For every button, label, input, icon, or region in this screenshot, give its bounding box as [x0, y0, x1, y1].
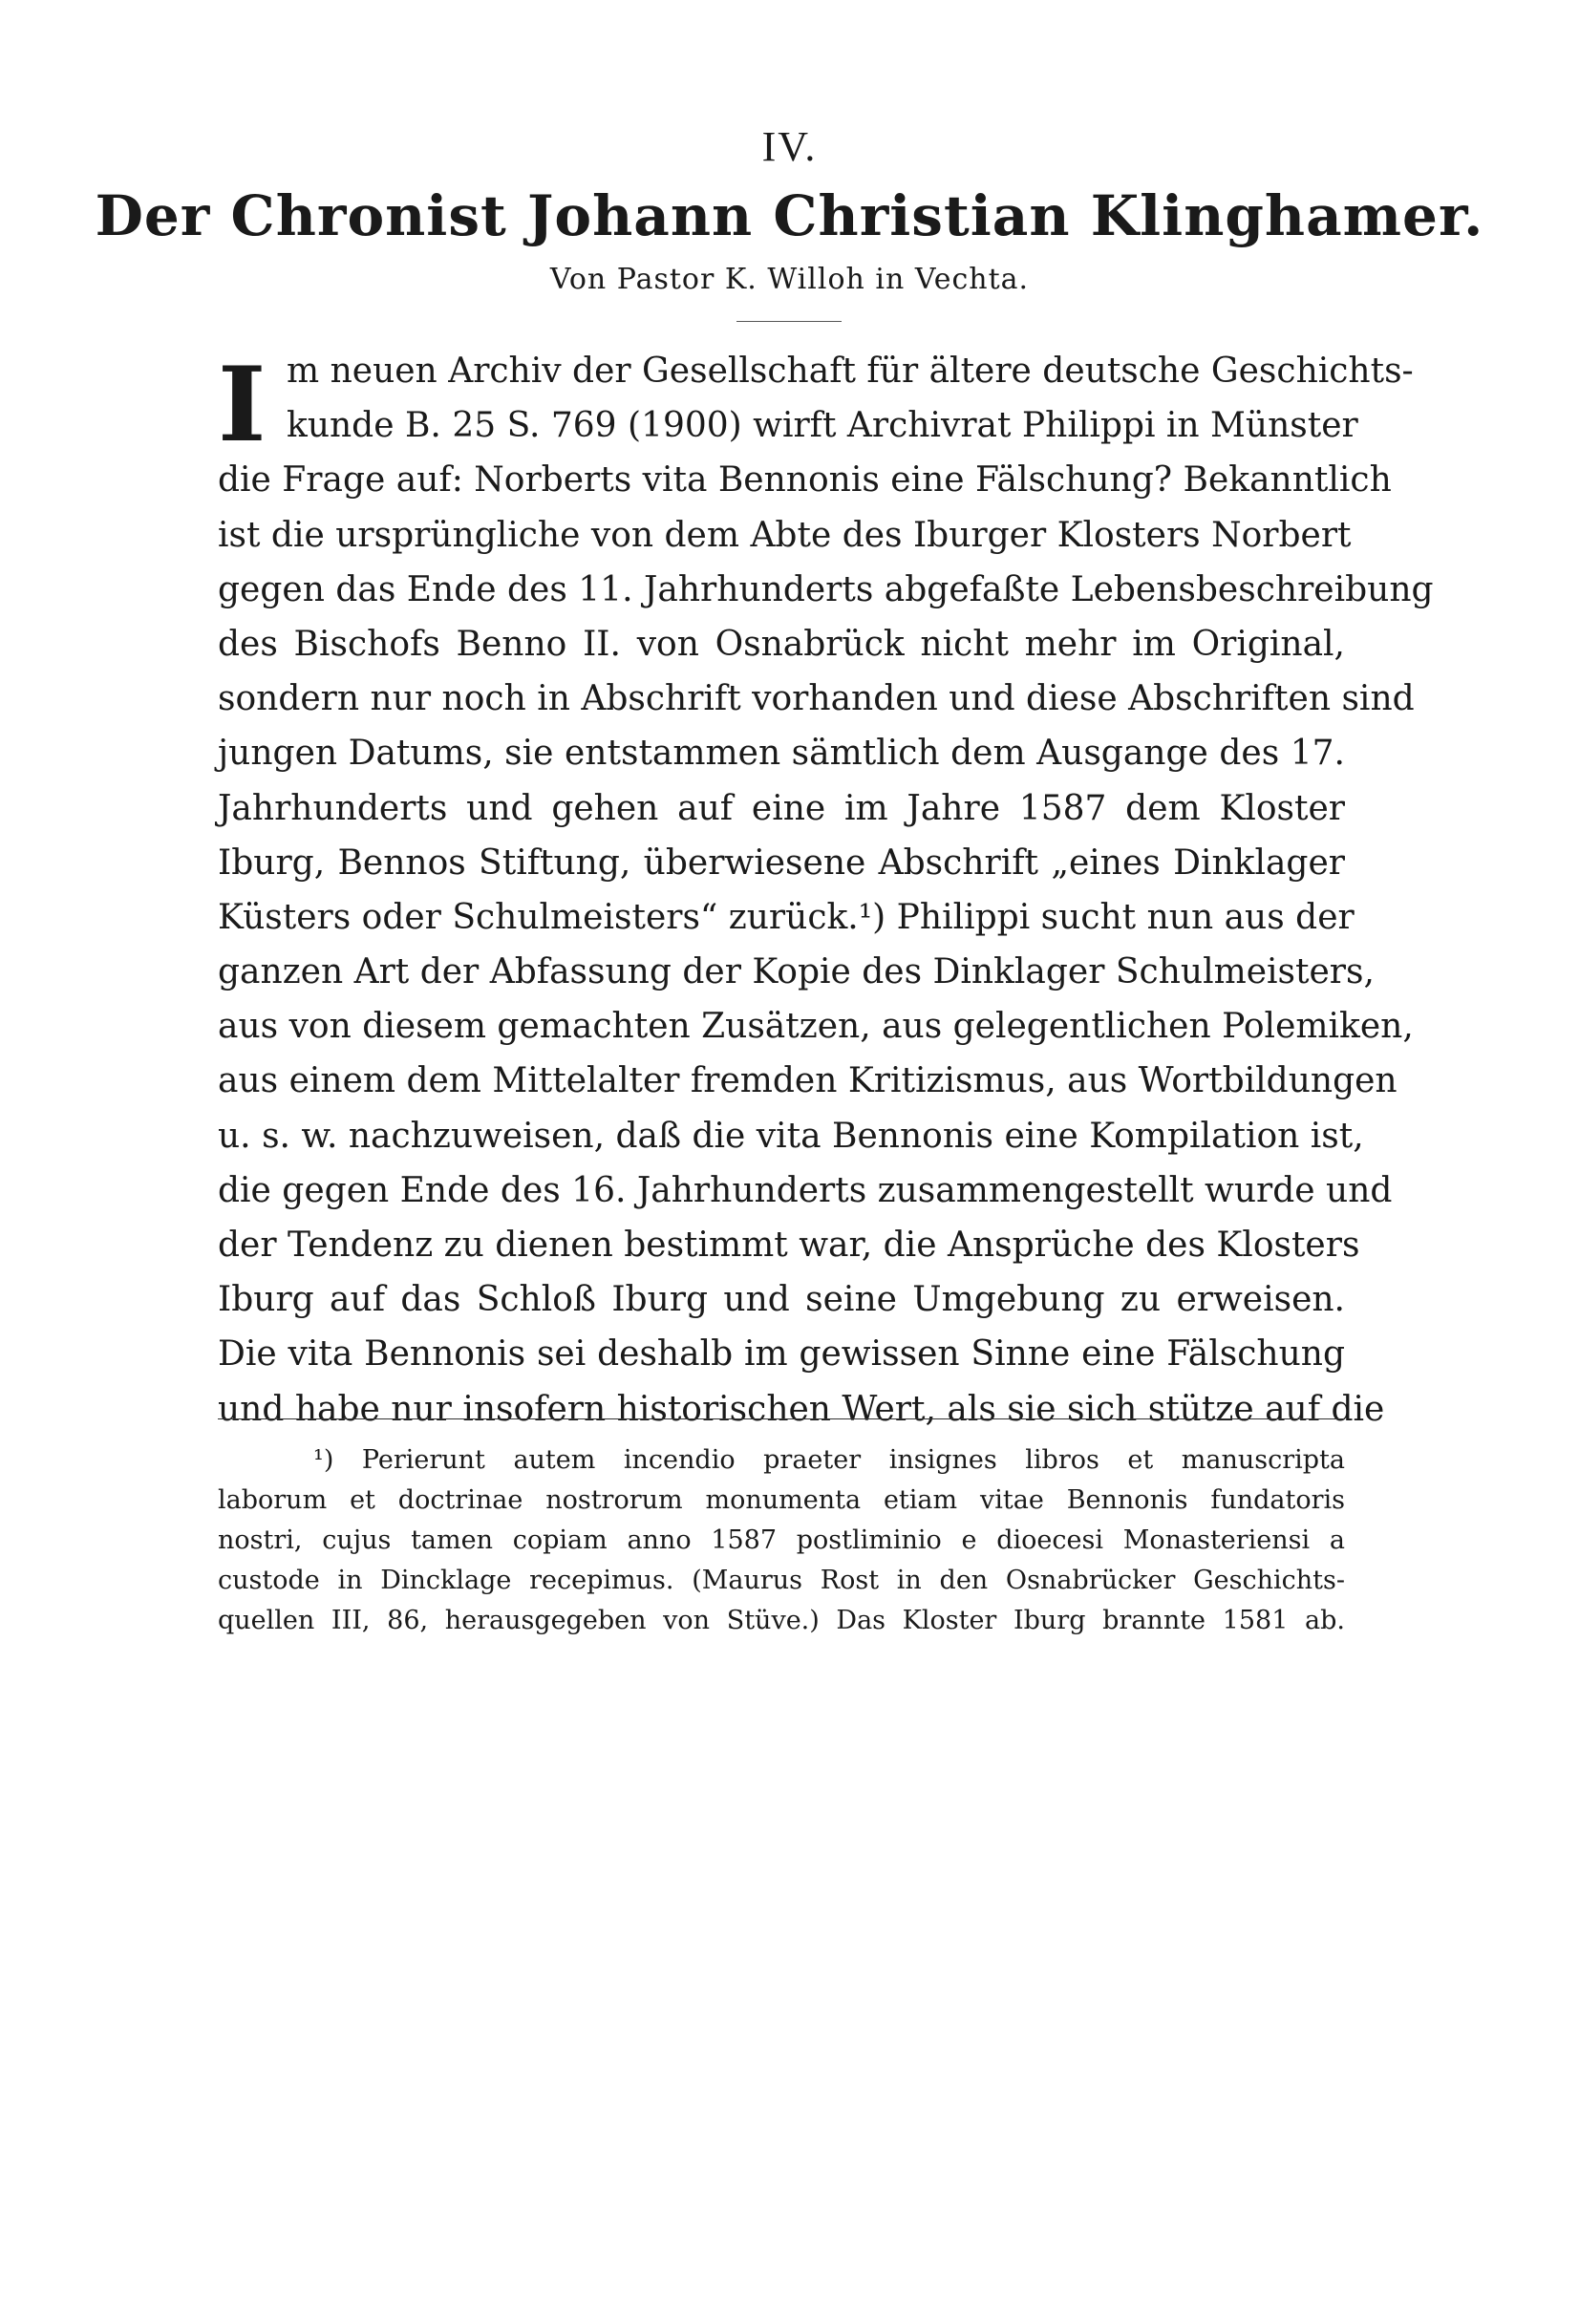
- footnote-line: custode in Dincklage recepimus. (Maurus Rost in den Osnabrücker Geschichts-: [218, 1566, 1345, 1595]
- text-line: jungen Datums, sie entstammen sämtlich dem Ausgange des 17.: [218, 734, 1345, 774]
- drop-cap: I: [218, 345, 267, 465]
- text-line: des Bischofs Benno II. von Osnabrück nicht mehr im Original,: [218, 624, 1345, 664]
- text-line: sondern nur noch in Abschrift vorhanden und diese Abschriften sind: [218, 679, 1415, 719]
- chapter-number: IV.: [761, 123, 818, 170]
- footnotes: [218, 1440, 1345, 1641]
- footnote-line: ¹) Perierunt autem incendio praeter insignes libros et manuscripta: [313, 1445, 1345, 1475]
- text-line: aus von diesem gemachten Zusätzen, aus gelegentlichen Polemiken,: [218, 1007, 1414, 1047]
- text-line: gegen das Ende des 11. Jahrhunderts abgefaßte Lebensbeschreibung: [218, 569, 1434, 609]
- footnote-line: quellen III, 86, herausgegeben von Stüve.) Das Kloster Iburg brannte 1581 ab.: [218, 1606, 1345, 1635]
- text-line: u. s. w. nachzuweisen, daß die vita Bennonis eine Kompilation ist,: [218, 1116, 1364, 1156]
- footnote-divider: [218, 1418, 1345, 1419]
- footnote-line: nostri, cujus tamen copiam anno 1587 postliminio e dioecesi Monasteriensi a: [218, 1525, 1345, 1555]
- body-text: [218, 344, 1434, 1437]
- text-line: kunde B. 25 S. 769 (1900) wirft Archivrat Philippi in Münster: [287, 406, 1358, 446]
- text-line: Küsters oder Schulmeisters“ zurück.¹) Philippi sucht nun aus der: [218, 897, 1355, 937]
- author-line: Von Pastor K. Willoh in Vechta.: [549, 263, 1030, 296]
- page-title: Der Chronist Johann Christian Klinghamer.: [95, 183, 1484, 248]
- text-line: und habe nur insofern historischen Wert, als sie sich stütze auf die: [218, 1389, 1385, 1429]
- text-line: die gegen Ende des 16. Jahrhunderts zusammengestellt wurde und: [218, 1170, 1393, 1210]
- text-line: Iburg auf das Schloß Iburg und seine Umgebung zu erweisen.: [218, 1280, 1345, 1320]
- text-line-content: m neuen Archiv der Gesellschaft für ältere deutsche Geschichts-: [287, 352, 1414, 391]
- text-line: Jahrhunderts und gehen auf eine im Jahre 1587 dem Kloster: [218, 788, 1345, 828]
- text-line: der Tendenz zu dienen bestimmt war, die Ansprüche des Klosters: [218, 1226, 1360, 1265]
- text-line: ganzen Art der Abfassung der Kopie des Dinklager Schulmeisters,: [218, 952, 1375, 992]
- title-divider: [736, 321, 842, 322]
- text-line: aus einem dem Mittelalter fremden Kritizismus, aus Wortbildungen: [218, 1061, 1398, 1101]
- text-line: Die vita Bennonis sei deshalb im gewissen Sinne eine Fälschung: [218, 1334, 1345, 1375]
- text-line: ist die ursprüngliche von dem Abte des Iburger Klosters Norbert: [218, 515, 1352, 555]
- text-line: Iburg, Bennos Stiftung, überwiesene Abschrift „eines Dinklager: [218, 842, 1345, 883]
- footnote-line: laborum et doctrinae nostrorum monumenta etiam vitae Bennonis fundatoris: [218, 1485, 1345, 1515]
- text-line: die Frage auf: Norberts vita Bennonis eine Fälschung? Bekanntlich: [218, 460, 1392, 501]
